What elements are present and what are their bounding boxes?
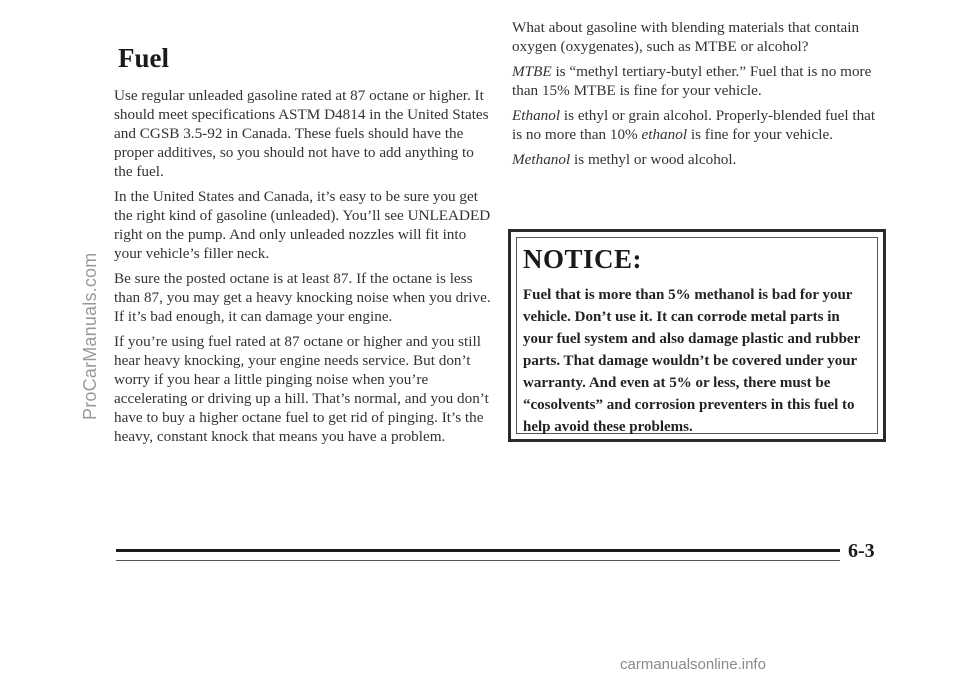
- term-ethanol: Ethanol: [512, 107, 561, 124]
- left-column: [114, 44, 492, 452]
- term-mtbe: MTBE: [512, 63, 552, 80]
- footer-rule-thin: [116, 560, 840, 561]
- paragraph-octane: Be sure the posted octane is at least 87. If the octane is less than 87, you may get a heavy knocking noise when you drive. If it’s bad enough, it can damage your engine.: [114, 269, 491, 325]
- section-title: Fuel: [118, 43, 169, 73]
- paragraph-knocking: If you’re using fuel rated at 87 octane or higher and you still hear heavy knocking, your engine needs service. But don’t worry if you hear a little pinging noise when you’re accelerating or driving up a hill. That’s normal, and you don’t have to buy a higher octane fuel to get rid of pinging. It’s the heavy, constant knock that means you have a problem.: [114, 332, 489, 445]
- right-column: [512, 18, 884, 175]
- page-number: 6-3: [848, 540, 875, 562]
- paragraph-methanol: Methanol is methyl or wood alcohol.: [512, 151, 737, 168]
- paragraph-unleaded: In the United States and Canada, it’s easy to be sure you get the right kind of gasoline (unleaded). You’ll see UNLEADED right on the pump. And only unleaded nozzles will fit into your vehicle’s filler neck.: [114, 187, 491, 262]
- side-watermark: ProCarManuals.com: [80, 252, 100, 420]
- notice-body: Fuel that is more than 5% methanol is bad for your vehicle. Don’t use it. It can corrode metal parts in your fuel system and also damage plastic and rubber parts. That damage wouldn’t be covered under your warranty. And even at 5% or less, there must be “cosolvents” and corrosion preventers in this fuel to help avoid these problems.: [523, 287, 860, 435]
- footer-watermark: carmanualsonline.info: [620, 656, 766, 673]
- paragraph-mtbe: MTBE is “methyl tertiary-butyl ether.” Fuel that is no more than 15% MTBE is fine for your vehicle.: [512, 63, 872, 99]
- paragraph-fuel-spec: Use regular unleaded gasoline rated at 87 octane or higher. It should meet specifications ASTM D4814 in the United States and CGSB 3.5-92 in Canada. These fuels should have the proper additives, so you should not have to add anything to the fuel.: [114, 86, 489, 180]
- notice-box: [508, 229, 886, 442]
- footer-rule-thick: [116, 549, 840, 552]
- notice-heading: NOTICE:: [523, 244, 643, 274]
- term-methanol: Methanol: [512, 151, 571, 168]
- paragraph-oxygenates: What about gasoline with blending materials that contain oxygen (oxygenates), such as MTBE or alcohol?: [512, 19, 860, 55]
- paragraph-ethanol: Ethanol is ethyl or grain alcohol. Properly-blended fuel that is no more than 10% ethanol is fine for your vehicle.: [512, 107, 876, 143]
